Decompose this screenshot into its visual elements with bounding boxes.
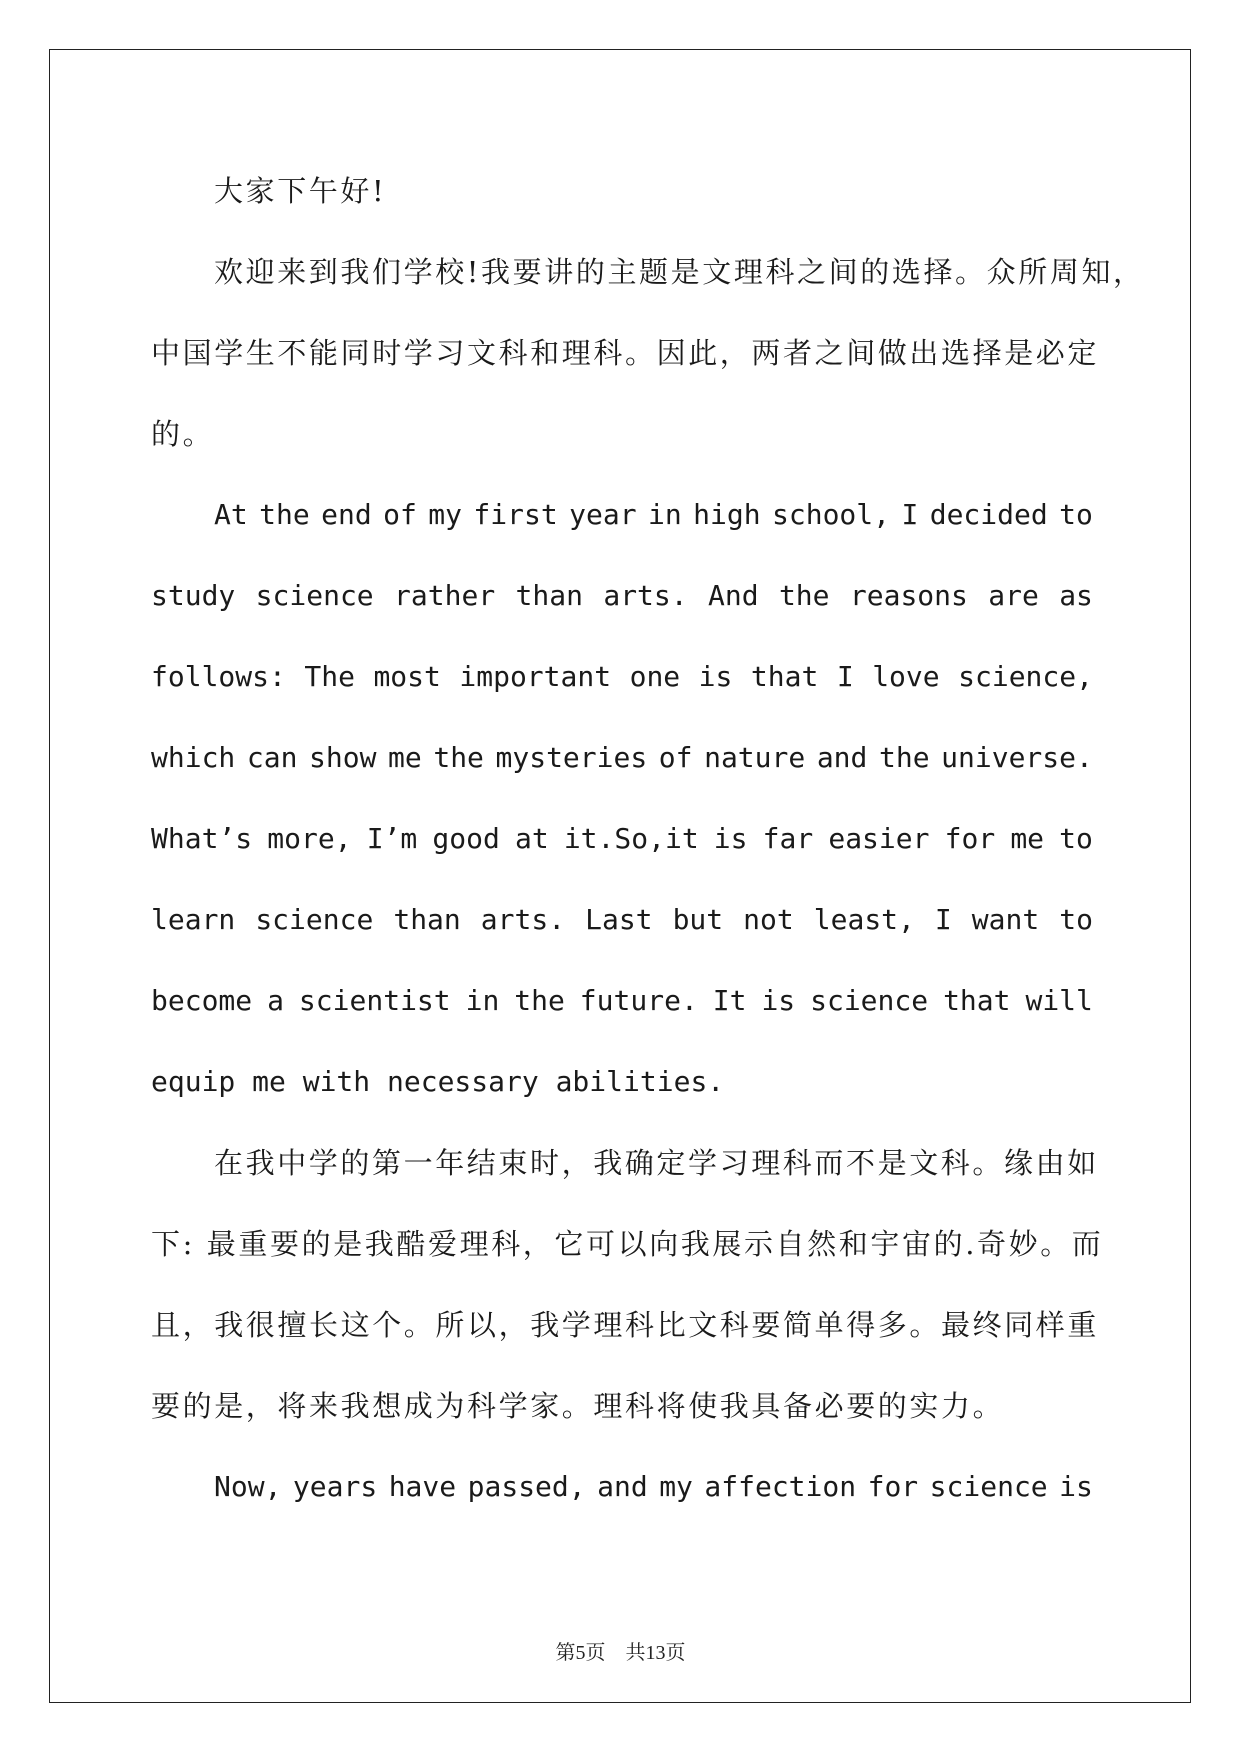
- paragraph-line: [151, 983, 1093, 1019]
- word: rather: [394, 579, 496, 612]
- paragraph-line: [214, 1469, 1093, 1505]
- word: nature: [704, 741, 806, 774]
- paragraph-line: [151, 659, 1093, 695]
- word: not: [743, 903, 794, 936]
- word: school,: [772, 498, 891, 531]
- word: one: [629, 660, 681, 693]
- word: are: [988, 579, 1039, 612]
- word: And: [708, 579, 759, 612]
- word: science: [810, 984, 929, 1017]
- word: can: [246, 741, 298, 774]
- word: as: [1059, 579, 1093, 612]
- word: to: [1059, 903, 1093, 936]
- word: The: [304, 660, 355, 693]
- word: affection: [704, 1470, 857, 1503]
- word: I: [836, 660, 854, 693]
- paragraph-line: [151, 821, 1093, 857]
- word: for: [944, 822, 996, 855]
- word: and: [816, 741, 868, 774]
- word: the: [259, 498, 310, 531]
- word: scientist: [298, 984, 451, 1017]
- word: me: [1010, 822, 1045, 855]
- word: decided: [929, 498, 1048, 531]
- word: in: [648, 498, 682, 531]
- word: important: [459, 660, 612, 693]
- word: than: [515, 579, 583, 612]
- paragraph-line: [151, 740, 1093, 776]
- word: my: [428, 498, 462, 531]
- word: that: [943, 984, 1011, 1017]
- word: me: [388, 741, 422, 774]
- word: is: [698, 660, 733, 693]
- word: it.So,it: [563, 822, 699, 855]
- page-number: 第5页: [555, 1642, 606, 1664]
- word: love: [872, 660, 940, 693]
- word: at: [514, 822, 549, 855]
- word: arts.: [480, 903, 566, 936]
- word: is: [713, 822, 748, 855]
- word: follows:: [151, 660, 286, 693]
- paragraph-line: 且，我很擅长这个。所以，我学理科比文科要简单得多。最终同样重: [151, 1308, 1100, 1342]
- word: science: [929, 1470, 1048, 1503]
- word: the: [514, 984, 565, 1017]
- word: that: [750, 660, 819, 693]
- paragraph-line: 在我中学的第一年结束时，我确定学习理科而不是文科。缘由如: [214, 1146, 1099, 1180]
- word: is: [1059, 1470, 1093, 1503]
- word: most: [373, 660, 441, 693]
- word: want: [971, 903, 1040, 936]
- word: future.: [579, 984, 698, 1017]
- word: universe.: [941, 741, 1093, 774]
- word: more,: [267, 822, 352, 855]
- word: end: [321, 498, 372, 531]
- word: for: [867, 1470, 919, 1503]
- word: than: [393, 903, 461, 936]
- word: far: [762, 822, 814, 855]
- word: of: [658, 741, 693, 774]
- word: It: [712, 984, 747, 1017]
- word: to: [1059, 498, 1093, 531]
- paragraph-line: equip me with necessary abilities.: [151, 1065, 725, 1098]
- word: I: [934, 903, 952, 936]
- word: science: [255, 903, 374, 936]
- paragraph-line: 欢迎来到我们学校!我要讲的主题是文理科之间的选择。众所周知，: [214, 255, 1145, 289]
- paragraph-line: [214, 497, 1093, 533]
- word: science: [255, 579, 374, 612]
- word: arts.: [603, 579, 688, 612]
- paragraph-line: 下: 最重要的是我酷爱理科，它可以向我展示自然和宇宙的.奇妙。而: [151, 1227, 1104, 1261]
- word: have: [388, 1470, 457, 1503]
- paragraph-line: [151, 902, 1093, 938]
- word: mysteries: [495, 741, 648, 774]
- word: I: [901, 498, 919, 531]
- paragraph-line: 要的是，将来我想成为科学家。理科将使我具备必要的实力。: [151, 1389, 1005, 1423]
- word: passed,: [467, 1470, 586, 1503]
- word: which: [151, 741, 236, 774]
- word: in: [465, 984, 500, 1017]
- word: is: [761, 984, 796, 1017]
- word: year: [569, 498, 637, 531]
- word: show: [309, 741, 377, 774]
- word: to: [1059, 822, 1093, 855]
- word: What’s: [151, 822, 253, 855]
- word: I’m: [366, 822, 418, 855]
- word: first: [473, 498, 558, 531]
- word: study: [151, 579, 236, 612]
- word: Last: [585, 903, 653, 936]
- word: least,: [813, 903, 915, 936]
- word: high: [693, 498, 761, 531]
- word: Now,: [214, 1470, 282, 1503]
- word: good: [432, 822, 500, 855]
- word: the: [878, 741, 930, 774]
- word: the: [433, 741, 484, 774]
- word: but: [672, 903, 724, 936]
- word: my: [659, 1470, 693, 1503]
- word: reasons: [849, 579, 968, 612]
- word: easier: [828, 822, 930, 855]
- word: become: [151, 984, 253, 1017]
- word: years: [292, 1470, 378, 1503]
- word: of: [383, 498, 417, 531]
- word: and: [597, 1470, 648, 1503]
- word: learn: [151, 903, 236, 936]
- page-footer: [0, 1636, 1241, 1665]
- word: a: [267, 984, 284, 1017]
- paragraph-line: 的。: [151, 417, 215, 451]
- paragraph-line: [151, 578, 1093, 614]
- word: will: [1025, 984, 1093, 1017]
- word: At: [214, 498, 248, 531]
- word: science,: [958, 660, 1093, 693]
- word: the: [778, 579, 830, 612]
- page-border: [49, 49, 1191, 1703]
- greeting-line: 大家下午好!: [214, 174, 387, 208]
- paragraph-line: 中国学生不能同时学习文科和理科。因此，两者之间做出选择是必定: [151, 336, 1100, 370]
- page-total: 共13页: [625, 1642, 686, 1664]
